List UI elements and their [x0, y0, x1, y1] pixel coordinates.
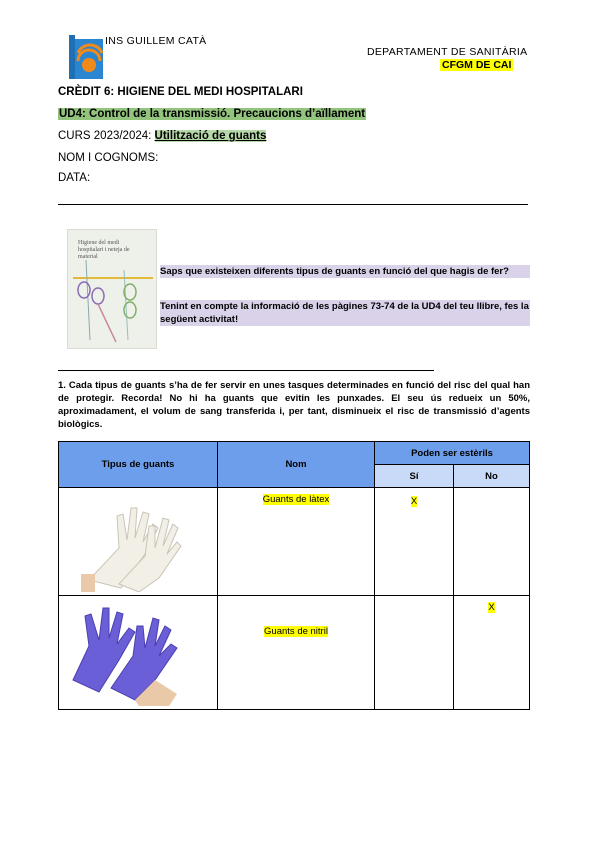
nitrile-yes-cell	[375, 596, 454, 710]
course-label: CURS 2023/2024:	[58, 130, 155, 142]
course-line	[58, 130, 266, 142]
latex-yes-cell	[375, 488, 454, 596]
latex-yes-mark: X	[410, 496, 418, 507]
nitrile-no-cell	[454, 596, 530, 710]
exercise-question: 1. Cada tipus de guants s’ha de fer servir en unes tasques determinades en funció del risc del qual han de protegir. Recorda! No hi ha guants que evitin les punxades. El seu ús redueix un 50%, aproximadament, el volum de sang transferida i, per tant, disminueix el risc de transmissió d’agents biològics.	[58, 380, 530, 430]
department-name: DEPARTAMENT DE SANITÀRIA	[367, 46, 528, 58]
date-label: DATA:	[58, 172, 91, 184]
gloves-table	[58, 441, 530, 710]
cycle-name: CFGM DE CAI	[442, 59, 512, 71]
callout-question: Saps que existeixen diferents tipus de guants en funció del que hagis de fer?	[160, 265, 530, 278]
table-header-row	[59, 442, 530, 465]
latex-name-cell	[218, 488, 375, 596]
divider	[58, 204, 528, 205]
header-sterile: Poden ser estèrils	[375, 442, 530, 465]
table-row	[59, 488, 530, 596]
name-label: NOM I COGNOMS:	[58, 152, 159, 164]
header-type: Tipus de guants	[59, 442, 218, 488]
nitrile-gloves-image	[59, 596, 218, 710]
credit-title: CRÈDIT 6: HIGIENE DEL MEDI HOSPITALARI	[58, 86, 303, 98]
school-logo	[69, 35, 103, 79]
topic-title: Utilització de guants	[154, 130, 267, 142]
nitrile-no-mark: X	[488, 602, 495, 613]
divider	[58, 370, 434, 371]
unit-title: UD4: Control de la transmissió. Precaucions d’aïllament	[59, 108, 366, 120]
school-name: INS GUILLEM CATÀ	[105, 35, 207, 47]
book-cover-image	[67, 229, 157, 349]
book-title: Higiene del medi hospitalari i neteja de material	[78, 240, 130, 260]
latex-gloves-image	[59, 488, 218, 596]
callout-instruction: Tenint en compte la informació de les pàgines 73-74 de la UD4 del teu llibre, fes la següent activitat!	[160, 301, 529, 325]
latex-name: Guants de làtex	[262, 494, 330, 505]
header-name: Nom	[218, 442, 375, 488]
table-row	[59, 596, 530, 710]
nitrile-name-cell	[218, 596, 375, 710]
header-yes: Sí	[375, 465, 454, 488]
latex-no-cell	[454, 488, 530, 596]
nitrile-name: Guants de nitril	[264, 626, 328, 637]
header-no: No	[454, 465, 530, 488]
